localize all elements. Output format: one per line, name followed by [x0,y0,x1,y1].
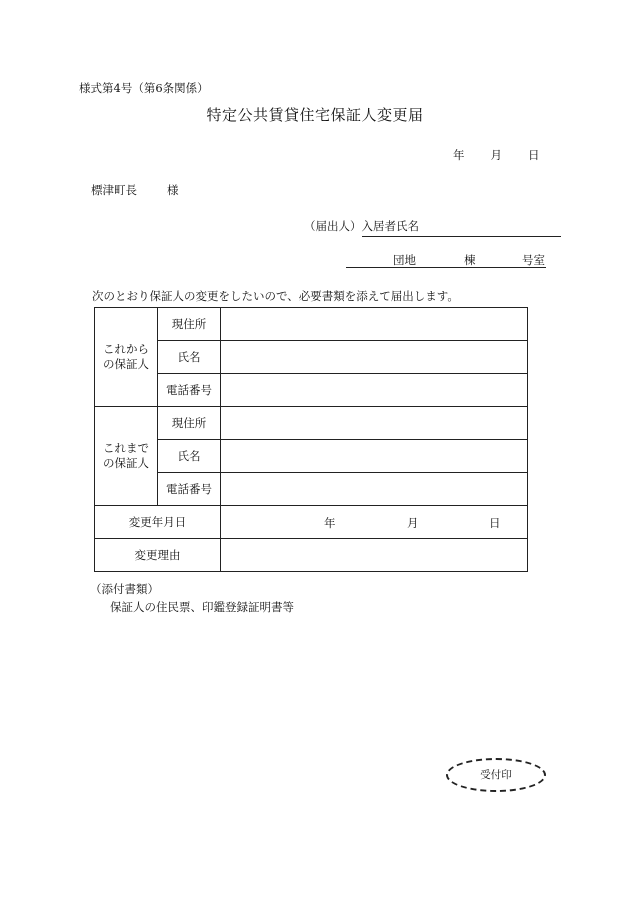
tenant-name-label: 入居者氏名 [361,219,419,233]
document-title: 特定公共賃貸住宅保証人変更届 [206,106,424,124]
old-name-field[interactable] [221,440,528,473]
change-date-day: 日 [489,516,501,530]
date-month: 月 [490,148,502,162]
new-guarantor-line1: これから [103,342,149,356]
reason-label: 変更理由 [95,539,221,572]
submission-date [453,147,540,163]
change-date-month: 月 [407,516,419,530]
change-date-field[interactable] [221,506,528,539]
residence-field[interactable] [346,252,546,268]
old-phone-field[interactable] [221,473,528,506]
new-address-field[interactable] [221,308,528,341]
tenant-name-field[interactable] [362,218,561,237]
addressee-honorific: 様 [167,183,179,197]
change-date-year: 年 [324,516,336,530]
table-row [95,341,528,374]
table-row [95,539,528,572]
new-address-label: 現住所 [158,308,221,341]
date-day: 日 [528,148,540,162]
table-row [95,473,528,506]
old-name-label: 氏名 [158,440,221,473]
applicant-line [304,218,561,237]
new-phone-field[interactable] [221,374,528,407]
addressee [91,182,179,198]
change-date-label: 変更年月日 [95,506,221,539]
reception-stamp: 受付印 [446,758,546,792]
old-address-field[interactable] [221,407,528,440]
guarantor-table [94,307,528,572]
new-guarantor-group [95,308,158,407]
danchi-label: 団地 [393,253,416,267]
attachments-heading: （添付書類） [90,582,159,596]
new-phone-label: 電話番号 [158,374,221,407]
table-row [95,374,528,407]
goshitsu-label: 号室 [522,253,545,267]
new-name-label: 氏名 [158,341,221,374]
reason-field[interactable] [221,539,528,572]
new-name-field[interactable] [221,341,528,374]
table-row [95,308,528,341]
applicant-prefix: （届出人） [304,219,362,233]
intro-text: 次のとおり保証人の変更をしたいので、必要書類を添えて届出します。 [92,289,459,303]
new-guarantor-line2: の保証人 [103,357,149,371]
addressee-name: 標津町長 [91,183,137,197]
old-guarantor-line2: の保証人 [103,456,149,470]
table-row [95,440,528,473]
table-row [95,506,528,539]
old-guarantor-line1: これまで [103,441,149,455]
form-number: 様式第4号（第6条関係） [79,81,209,95]
mune-label: 棟 [464,253,476,267]
table-row [95,407,528,440]
old-guarantor-group [95,407,158,506]
date-year: 年 [453,148,465,162]
old-address-label: 現住所 [158,407,221,440]
attachments-list: 保証人の住民票、印鑑登録証明書等 [110,600,294,614]
old-phone-label: 電話番号 [158,473,221,506]
